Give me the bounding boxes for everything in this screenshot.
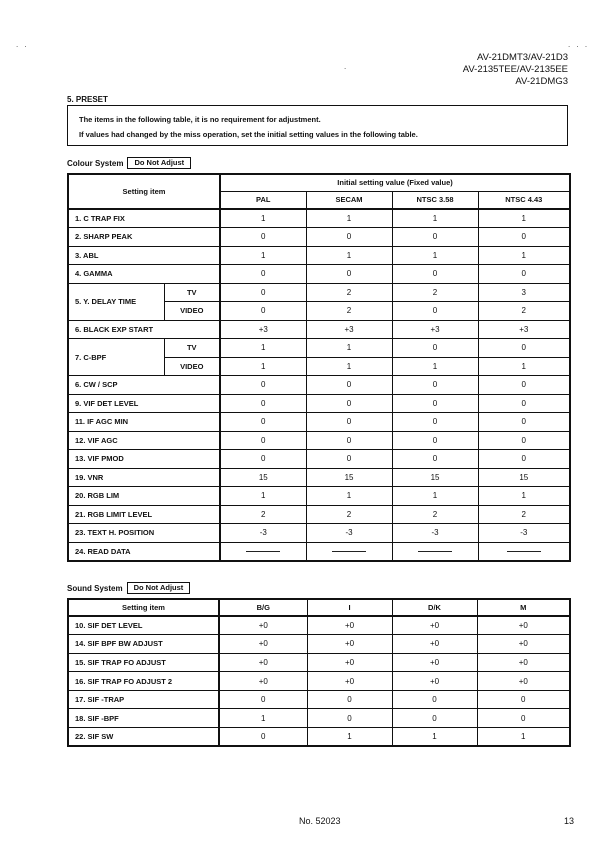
table-row — [68, 616, 570, 635]
table-row — [68, 413, 570, 432]
model-line: AV-21DMG3 — [515, 76, 568, 87]
dash-line — [418, 551, 452, 552]
table-row — [68, 487, 570, 506]
value-cell: 0 — [220, 228, 306, 247]
table-row — [68, 505, 570, 524]
value-cell: 0 — [392, 690, 477, 709]
table-row — [68, 653, 570, 672]
do-not-adjust-tag: Do Not Adjust — [127, 582, 191, 594]
model-line: AV-21DMT3/AV-21D3 — [477, 52, 568, 63]
dash-line — [507, 551, 541, 552]
colour-system-title: Colour System — [67, 158, 124, 168]
setting-item: 15. SIF TRAP FO ADJUST — [68, 653, 219, 672]
header-pal: PAL — [220, 191, 306, 209]
table-row — [68, 394, 570, 413]
page-number: 13 — [564, 816, 575, 826]
value-cell: 0 — [306, 228, 392, 247]
value-cell — [306, 542, 392, 561]
value-cell: 1 — [220, 209, 306, 228]
value-cell: 0 — [220, 431, 306, 450]
value-cell: 0 — [478, 265, 570, 284]
value-cell: +0 — [392, 672, 477, 691]
value-cell: 1 — [477, 728, 570, 747]
value-cell: 0 — [478, 431, 570, 450]
value-cell: 0 — [219, 690, 307, 709]
table-row — [68, 246, 570, 265]
setting-item: 17. SIF -TRAP — [68, 690, 219, 709]
section-title: 5. PRESET — [67, 95, 108, 104]
setting-item: 11. IF AGC MIN — [68, 413, 220, 432]
value-cell: 1 — [478, 487, 570, 506]
value-cell: +0 — [219, 653, 307, 672]
value-cell: 0 — [220, 265, 306, 284]
setting-item: 12. VIF AGC — [68, 431, 220, 450]
value-cell: +0 — [219, 616, 307, 635]
table-row — [68, 690, 570, 709]
value-cell: 1 — [220, 487, 306, 506]
value-cell: 0 — [392, 302, 478, 321]
dash-line — [246, 551, 280, 552]
value-cell: 0 — [478, 228, 570, 247]
value-cell: +0 — [392, 653, 477, 672]
setting-item: 5. Y. DELAY TIME — [68, 283, 164, 320]
value-cell: 1 — [306, 339, 392, 358]
value-cell: 0 — [306, 450, 392, 469]
sub-item: TV — [164, 339, 220, 358]
value-cell: 15 — [478, 468, 570, 487]
table-row — [68, 209, 570, 228]
value-cell: 1 — [220, 246, 306, 265]
setting-item: 19. VNR — [68, 468, 220, 487]
header-secam: SECAM — [306, 191, 392, 209]
value-cell: 1 — [478, 246, 570, 265]
header-bg: B/G — [219, 599, 307, 616]
value-cell: 2 — [306, 302, 392, 321]
setting-item: 6. BLACK EXP START — [68, 320, 220, 339]
header-setting-item: Setting item — [68, 174, 220, 209]
value-cell: +0 — [477, 672, 570, 691]
value-cell: -3 — [220, 524, 306, 543]
notice-line: If values had changed by the miss operation, set the initial setting values in the following table. — [79, 130, 418, 139]
value-cell — [478, 542, 570, 561]
model-numbers — [463, 52, 568, 88]
header-dk: D/K — [392, 599, 477, 616]
value-cell: 0 — [392, 265, 478, 284]
model-line: AV-2135TEE/AV-2135EE — [462, 64, 568, 75]
table-row — [68, 265, 570, 284]
value-cell: +0 — [392, 635, 477, 654]
value-cell: 0 — [392, 394, 478, 413]
value-cell: +0 — [307, 672, 392, 691]
setting-item: 4. GAMMA — [68, 265, 220, 284]
value-cell: +0 — [392, 616, 477, 635]
setting-item: 3. ABL — [68, 246, 220, 265]
value-cell: 0 — [392, 339, 478, 358]
value-cell: 0 — [478, 413, 570, 432]
value-cell — [392, 542, 478, 561]
value-cell: 1 — [306, 487, 392, 506]
value-cell: +3 — [478, 320, 570, 339]
table-row — [68, 376, 570, 395]
sub-item: TV — [164, 283, 220, 302]
setting-item: 21. RGB LIMIT LEVEL — [68, 505, 220, 524]
notice-line: The items in the following table, it is no requirement for adjustment. — [79, 115, 321, 124]
value-cell: 1 — [478, 209, 570, 228]
table-row — [68, 635, 570, 654]
value-cell: 2 — [220, 505, 306, 524]
value-cell: 1 — [220, 357, 306, 376]
value-cell: +0 — [219, 672, 307, 691]
value-cell — [220, 542, 306, 561]
value-cell: 0 — [306, 413, 392, 432]
header-setting-item: Setting item — [68, 599, 219, 616]
setting-item: 7. C-BPF — [68, 339, 164, 376]
value-cell: +0 — [477, 653, 570, 672]
setting-item: 1. C TRAP FIX — [68, 209, 220, 228]
value-cell: 0 — [306, 265, 392, 284]
value-cell: 3 — [478, 283, 570, 302]
value-cell: 0 — [392, 228, 478, 247]
table-row — [68, 672, 570, 691]
table-row — [68, 283, 570, 302]
value-cell: 15 — [306, 468, 392, 487]
value-cell: 2 — [478, 302, 570, 321]
setting-item: 10. SIF DET LEVEL — [68, 616, 219, 635]
value-cell: 0 — [307, 690, 392, 709]
table-row — [68, 431, 570, 450]
value-cell: 0 — [306, 431, 392, 450]
value-cell: 0 — [220, 394, 306, 413]
value-cell: -3 — [392, 524, 478, 543]
value-cell: -3 — [478, 524, 570, 543]
sub-item: VIDEO — [164, 302, 220, 321]
corner-mark-left: . . — [16, 40, 29, 49]
value-cell: 1 — [306, 246, 392, 265]
setting-item: 13. VIF PMOD — [68, 450, 220, 469]
value-cell: 15 — [220, 468, 306, 487]
table-row — [68, 542, 570, 561]
table-row — [68, 468, 570, 487]
value-cell: 1 — [392, 728, 477, 747]
value-cell: 1 — [219, 709, 307, 728]
value-cell: 15 — [392, 468, 478, 487]
value-cell: 1 — [306, 209, 392, 228]
value-cell: 2 — [478, 505, 570, 524]
setting-item: 18. SIF -BPF — [68, 709, 219, 728]
value-cell: 0 — [478, 450, 570, 469]
setting-item: 9. VIF DET LEVEL — [68, 394, 220, 413]
table-row — [68, 709, 570, 728]
value-cell: 0 — [220, 302, 306, 321]
colour-system-table — [67, 173, 571, 562]
do-not-adjust-tag: Do Not Adjust — [127, 157, 191, 169]
notice-box — [67, 105, 568, 146]
value-cell: 0 — [306, 394, 392, 413]
value-cell: 1 — [392, 357, 478, 376]
value-cell: 0 — [392, 450, 478, 469]
table-row — [68, 450, 570, 469]
table-row — [68, 320, 570, 339]
setting-item: 23. TEXT H. POSITION — [68, 524, 220, 543]
table-row — [68, 228, 570, 247]
header-i: I — [307, 599, 392, 616]
value-cell: 0 — [478, 394, 570, 413]
value-cell: 0 — [478, 376, 570, 395]
document-number: No. 52023 — [299, 816, 341, 826]
value-cell: 1 — [392, 246, 478, 265]
value-cell: 0 — [477, 690, 570, 709]
value-cell: 0 — [220, 450, 306, 469]
setting-item: 24. READ DATA — [68, 542, 220, 561]
setting-item: 6. CW / SCP — [68, 376, 220, 395]
setting-item: 2. SHARP PEAK — [68, 228, 220, 247]
value-cell: +0 — [307, 616, 392, 635]
value-cell: 0 — [392, 376, 478, 395]
value-cell: 0 — [307, 709, 392, 728]
value-cell: +3 — [220, 320, 306, 339]
value-cell: 0 — [220, 376, 306, 395]
value-cell: 2 — [306, 505, 392, 524]
header-ntsc443: NTSC 4.43 — [478, 191, 570, 209]
value-cell: 1 — [220, 339, 306, 358]
value-cell: +3 — [392, 320, 478, 339]
value-cell: +0 — [307, 635, 392, 654]
value-cell: 0 — [392, 413, 478, 432]
value-cell: +0 — [307, 653, 392, 672]
setting-item: 22. SIF SW — [68, 728, 219, 747]
table-row — [68, 339, 570, 358]
value-cell: +0 — [219, 635, 307, 654]
sound-system-title: Sound System — [67, 583, 123, 593]
value-cell: 0 — [220, 413, 306, 432]
value-cell: 0 — [220, 283, 306, 302]
value-cell: 1 — [306, 357, 392, 376]
corner-mark-right: . . . — [568, 40, 590, 49]
value-cell: 1 — [392, 209, 478, 228]
table-row — [68, 524, 570, 543]
value-cell: 1 — [392, 487, 478, 506]
value-cell: -3 — [306, 524, 392, 543]
value-cell: +0 — [477, 635, 570, 654]
value-cell: 0 — [306, 376, 392, 395]
value-cell: 2 — [392, 283, 478, 302]
value-cell: 2 — [306, 283, 392, 302]
setting-item: 14. SIF BPF BW ADJUST — [68, 635, 219, 654]
colour-system-label — [67, 157, 191, 169]
sound-system-label — [67, 582, 190, 594]
table-row — [68, 728, 570, 747]
value-cell: +3 — [306, 320, 392, 339]
center-mark: . — [344, 62, 349, 71]
header-m: M — [477, 599, 570, 616]
value-cell: 0 — [392, 431, 478, 450]
sound-system-table — [67, 598, 571, 747]
header-initial-value: Initial setting value (Fixed value) — [220, 174, 570, 191]
setting-item: 20. RGB LIM — [68, 487, 220, 506]
dash-line — [332, 551, 366, 552]
value-cell: 2 — [392, 505, 478, 524]
value-cell: 0 — [477, 709, 570, 728]
value-cell: +0 — [477, 616, 570, 635]
value-cell: 0 — [219, 728, 307, 747]
header-ntsc358: NTSC 3.58 — [392, 191, 478, 209]
value-cell: 0 — [392, 709, 477, 728]
value-cell: 0 — [478, 339, 570, 358]
setting-item: 16. SIF TRAP FO ADJUST 2 — [68, 672, 219, 691]
value-cell: 1 — [307, 728, 392, 747]
value-cell: 1 — [478, 357, 570, 376]
sub-item: VIDEO — [164, 357, 220, 376]
